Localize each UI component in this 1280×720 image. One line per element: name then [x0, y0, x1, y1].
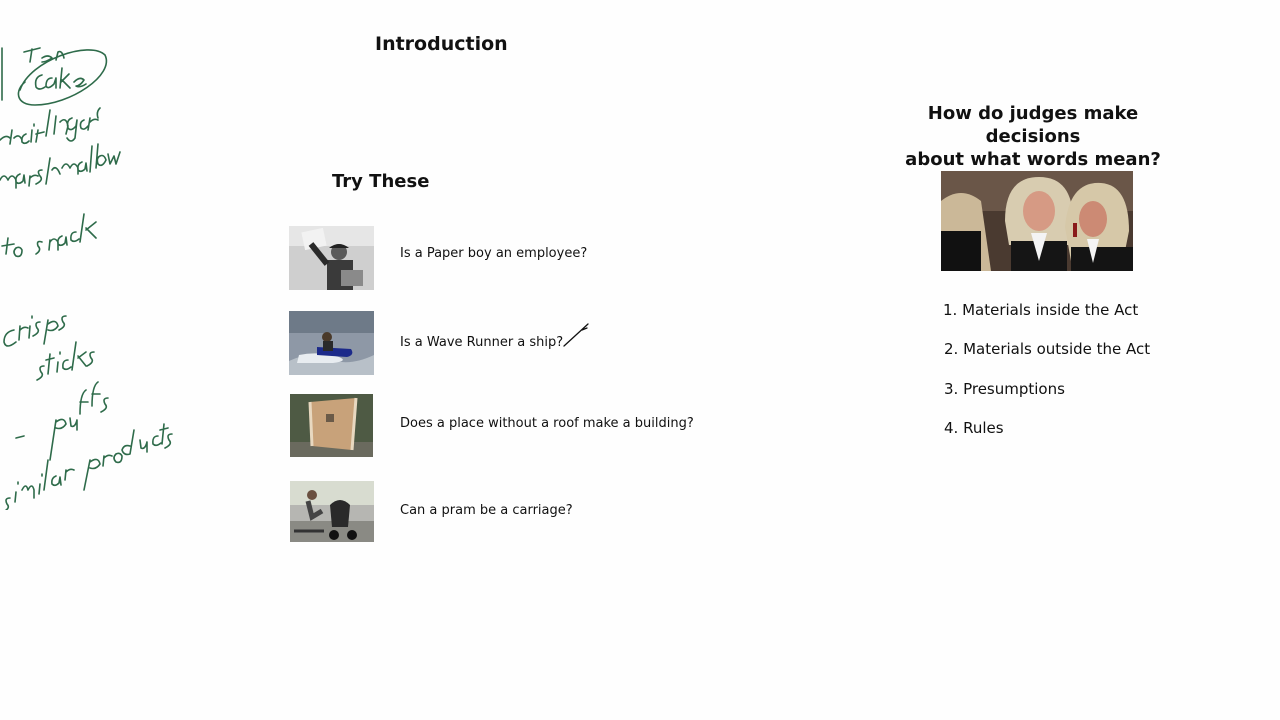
aid-item-2: 2. Materials outside the Act [944, 340, 1151, 358]
judges-heading [880, 102, 1186, 171]
aid-item-3: 3. Presumptions [944, 380, 1065, 398]
judges-in-wigs-photo [941, 171, 1133, 271]
aid-item-1: 1. Materials inside the Act [943, 301, 1139, 319]
page-title: Introduction [375, 33, 508, 55]
judges-heading-line1: How do judges make decisions [927, 103, 1139, 147]
pen-mark [560, 320, 594, 350]
question-roofless-place: Does a place without a roof make a building? [400, 416, 694, 431]
question-pram: Can a pram be a carriage? [400, 503, 573, 518]
handwritten-notes [0, 30, 175, 510]
question-wave-runner: Is a Wave Runner a ship? [400, 335, 564, 350]
judges-heading-line2: about what words mean? [905, 149, 1161, 170]
wave-runner-photo [289, 311, 374, 375]
paper-boy-photo [289, 226, 374, 290]
question-paper-boy: Is a Paper boy an employee? [400, 246, 588, 261]
roofless-place-photo [290, 394, 373, 457]
try-these-heading: Try These [332, 171, 430, 192]
pram-photo [290, 481, 374, 542]
aid-item-4: 4. Rules [944, 419, 1004, 437]
